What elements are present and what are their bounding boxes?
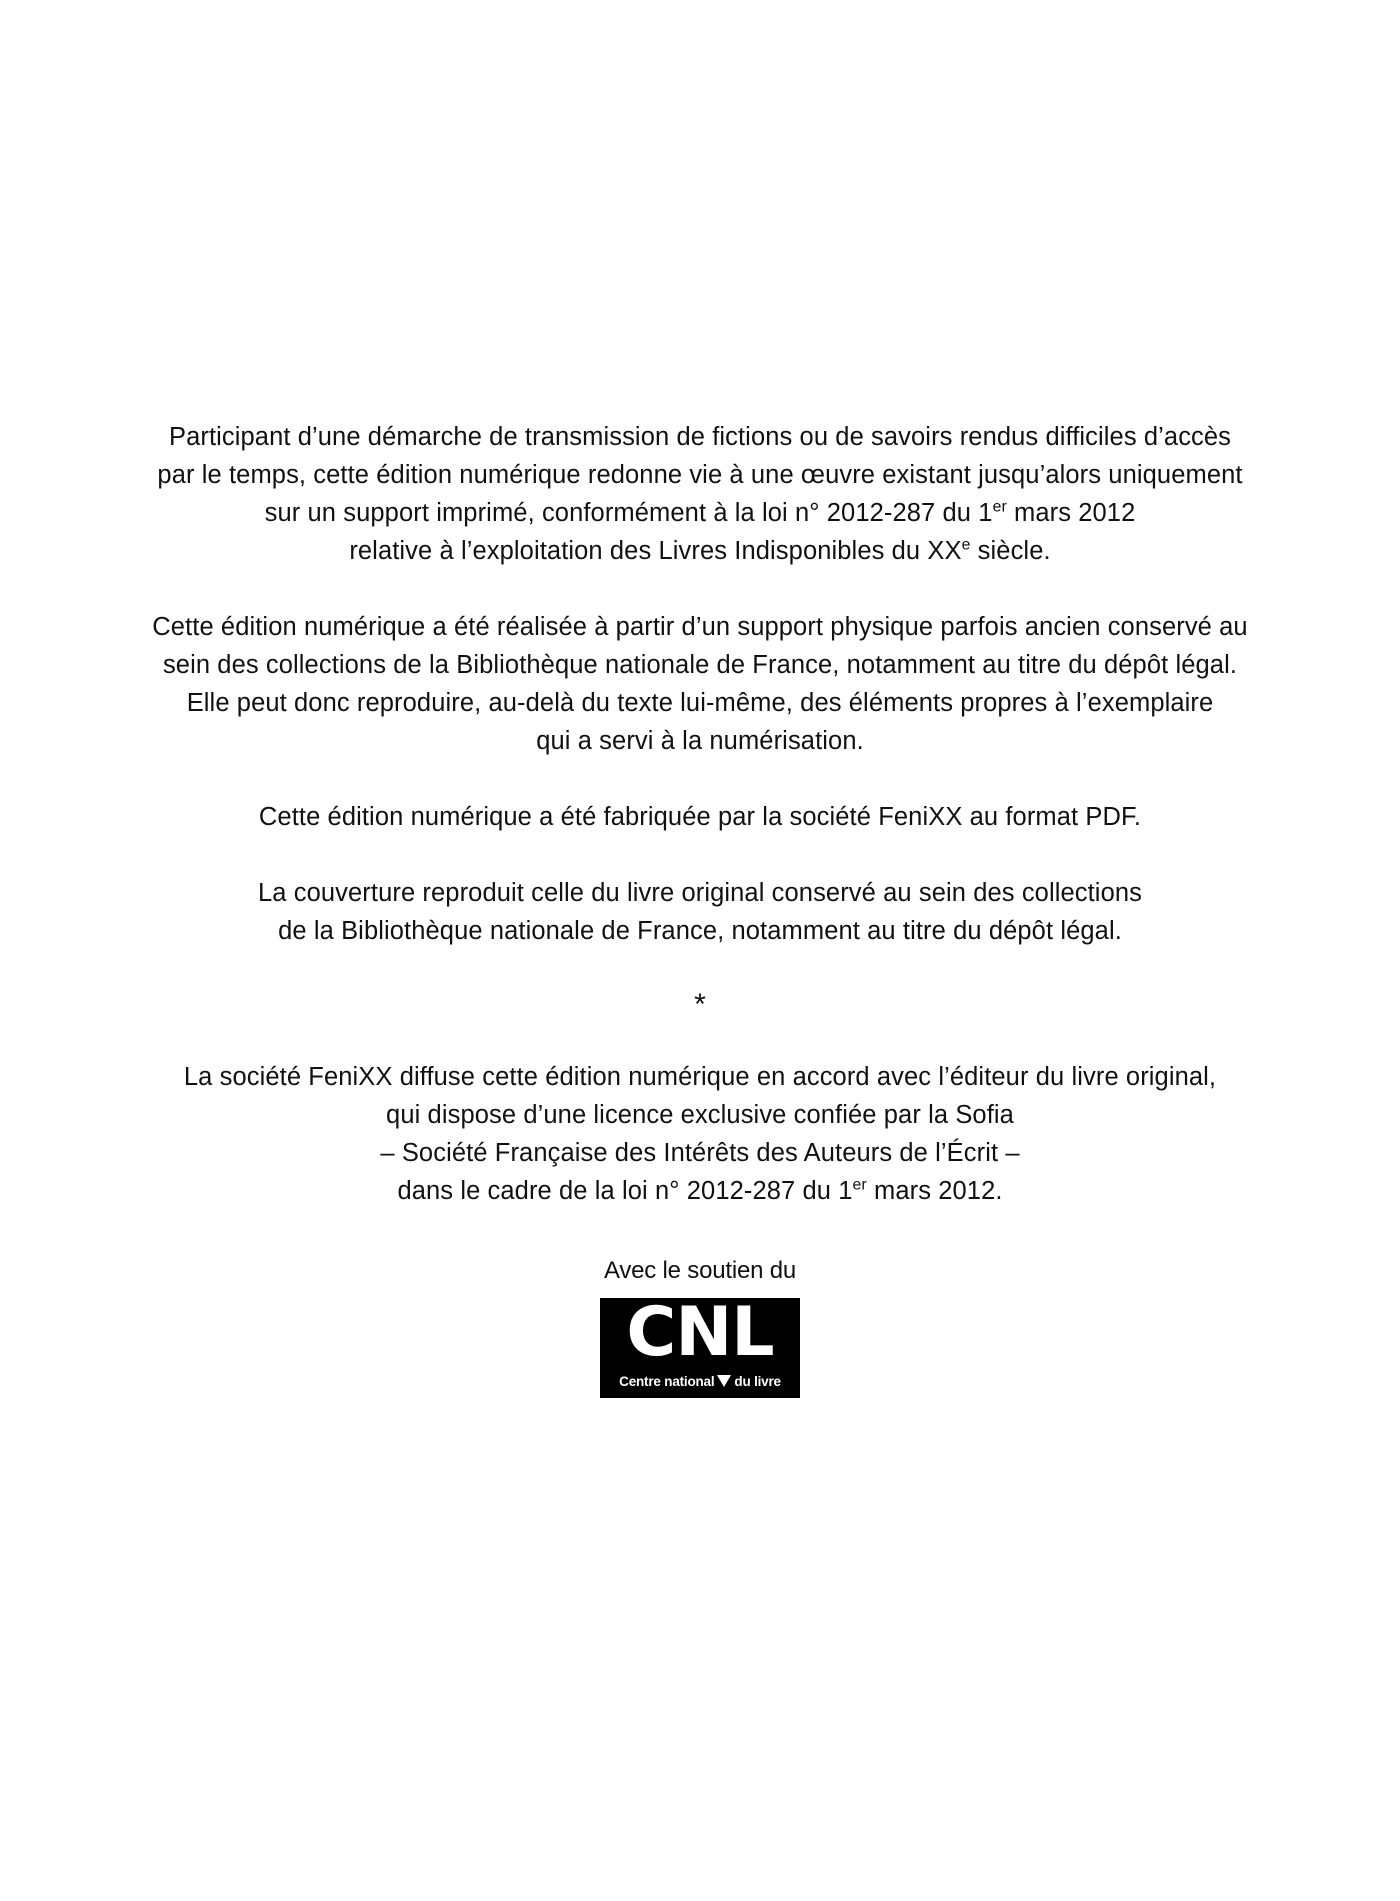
paragraph-line: La société FeniXX diffuse cette édition numérique en accord avec l’éditeur du livre original, — [183, 1063, 1217, 1091]
paragraph-line: qui dispose d’une licence exclusive confiée par la Sofia — [386, 1101, 1014, 1129]
cnl-logo-wordmark: CNL — [626, 1293, 774, 1372]
paragraph-transmission — [120, 418, 1280, 570]
cnl-logo-tagline-right: du livre — [734, 1374, 781, 1389]
paragraph-line: – Société Française des Intérêts des Auteurs de l’Écrit – — [380, 1139, 1020, 1167]
paragraph-line: de la Bibliothèque nationale de France, notamment au titre du dépôt légal. — [278, 917, 1122, 945]
paragraph-couverture — [120, 874, 1280, 950]
cnl-logo-tagline — [600, 1372, 800, 1392]
ordinal-suffix: e — [961, 536, 971, 554]
paragraph-line: qui a servi à la numérisation. — [536, 727, 864, 755]
support-section — [0, 1256, 1400, 1398]
paragraph-line: Participant d’une démarche de transmission de fictions ou de savoirs rendus difficiles d’accès — [168, 423, 1232, 451]
support-label: Avec le soutien du — [603, 1257, 797, 1284]
triangle-icon — [717, 1375, 731, 1387]
paragraph-support-physique — [120, 608, 1280, 760]
paragraph-diffusion — [120, 1058, 1280, 1210]
cnl-logo-tagline-left: Centre national — [619, 1374, 715, 1389]
section-separator: * — [694, 988, 706, 1021]
ordinal-suffix: er — [992, 498, 1007, 516]
paragraph-line: La couverture reproduit celle du livre original conservé au sein des collections — [258, 879, 1142, 907]
cnl-logo — [600, 1293, 800, 1398]
paragraph-line: sur un support imprimé, conformément à la loi n° 2012-287 du 1er mars 2012 — [264, 498, 1136, 527]
paragraph-line: par le temps, cette édition numérique redonne vie à une œuvre existant jusqu’alors uniquement — [157, 461, 1243, 489]
paragraph-line: sein des collections de la Bibliothèque nationale de France, notamment au titre du dépôt légal. — [162, 651, 1238, 679]
paragraph-line: relative à l’exploitation des Livres Indisponibles du XXe siècle. — [349, 536, 1051, 565]
paragraph-fabrication — [120, 798, 1280, 836]
paragraph-line: Cette édition numérique a été fabriquée par la société FeniXX au format PDF. — [258, 803, 1142, 831]
paragraph-line: Cette édition numérique a été réalisée à partir d’un support physique parfois ancien conservé au — [152, 613, 1248, 641]
paragraph-line: Elle peut donc reproduire, au-delà du texte lui-même, des éléments propres à l’exemplaire — [186, 689, 1214, 717]
ordinal-suffix: er — [852, 1176, 867, 1194]
legal-notice-block — [0, 418, 1400, 1398]
paragraph-line: dans le cadre de la loi n° 2012-287 du 1er mars 2012. — [397, 1176, 1003, 1205]
